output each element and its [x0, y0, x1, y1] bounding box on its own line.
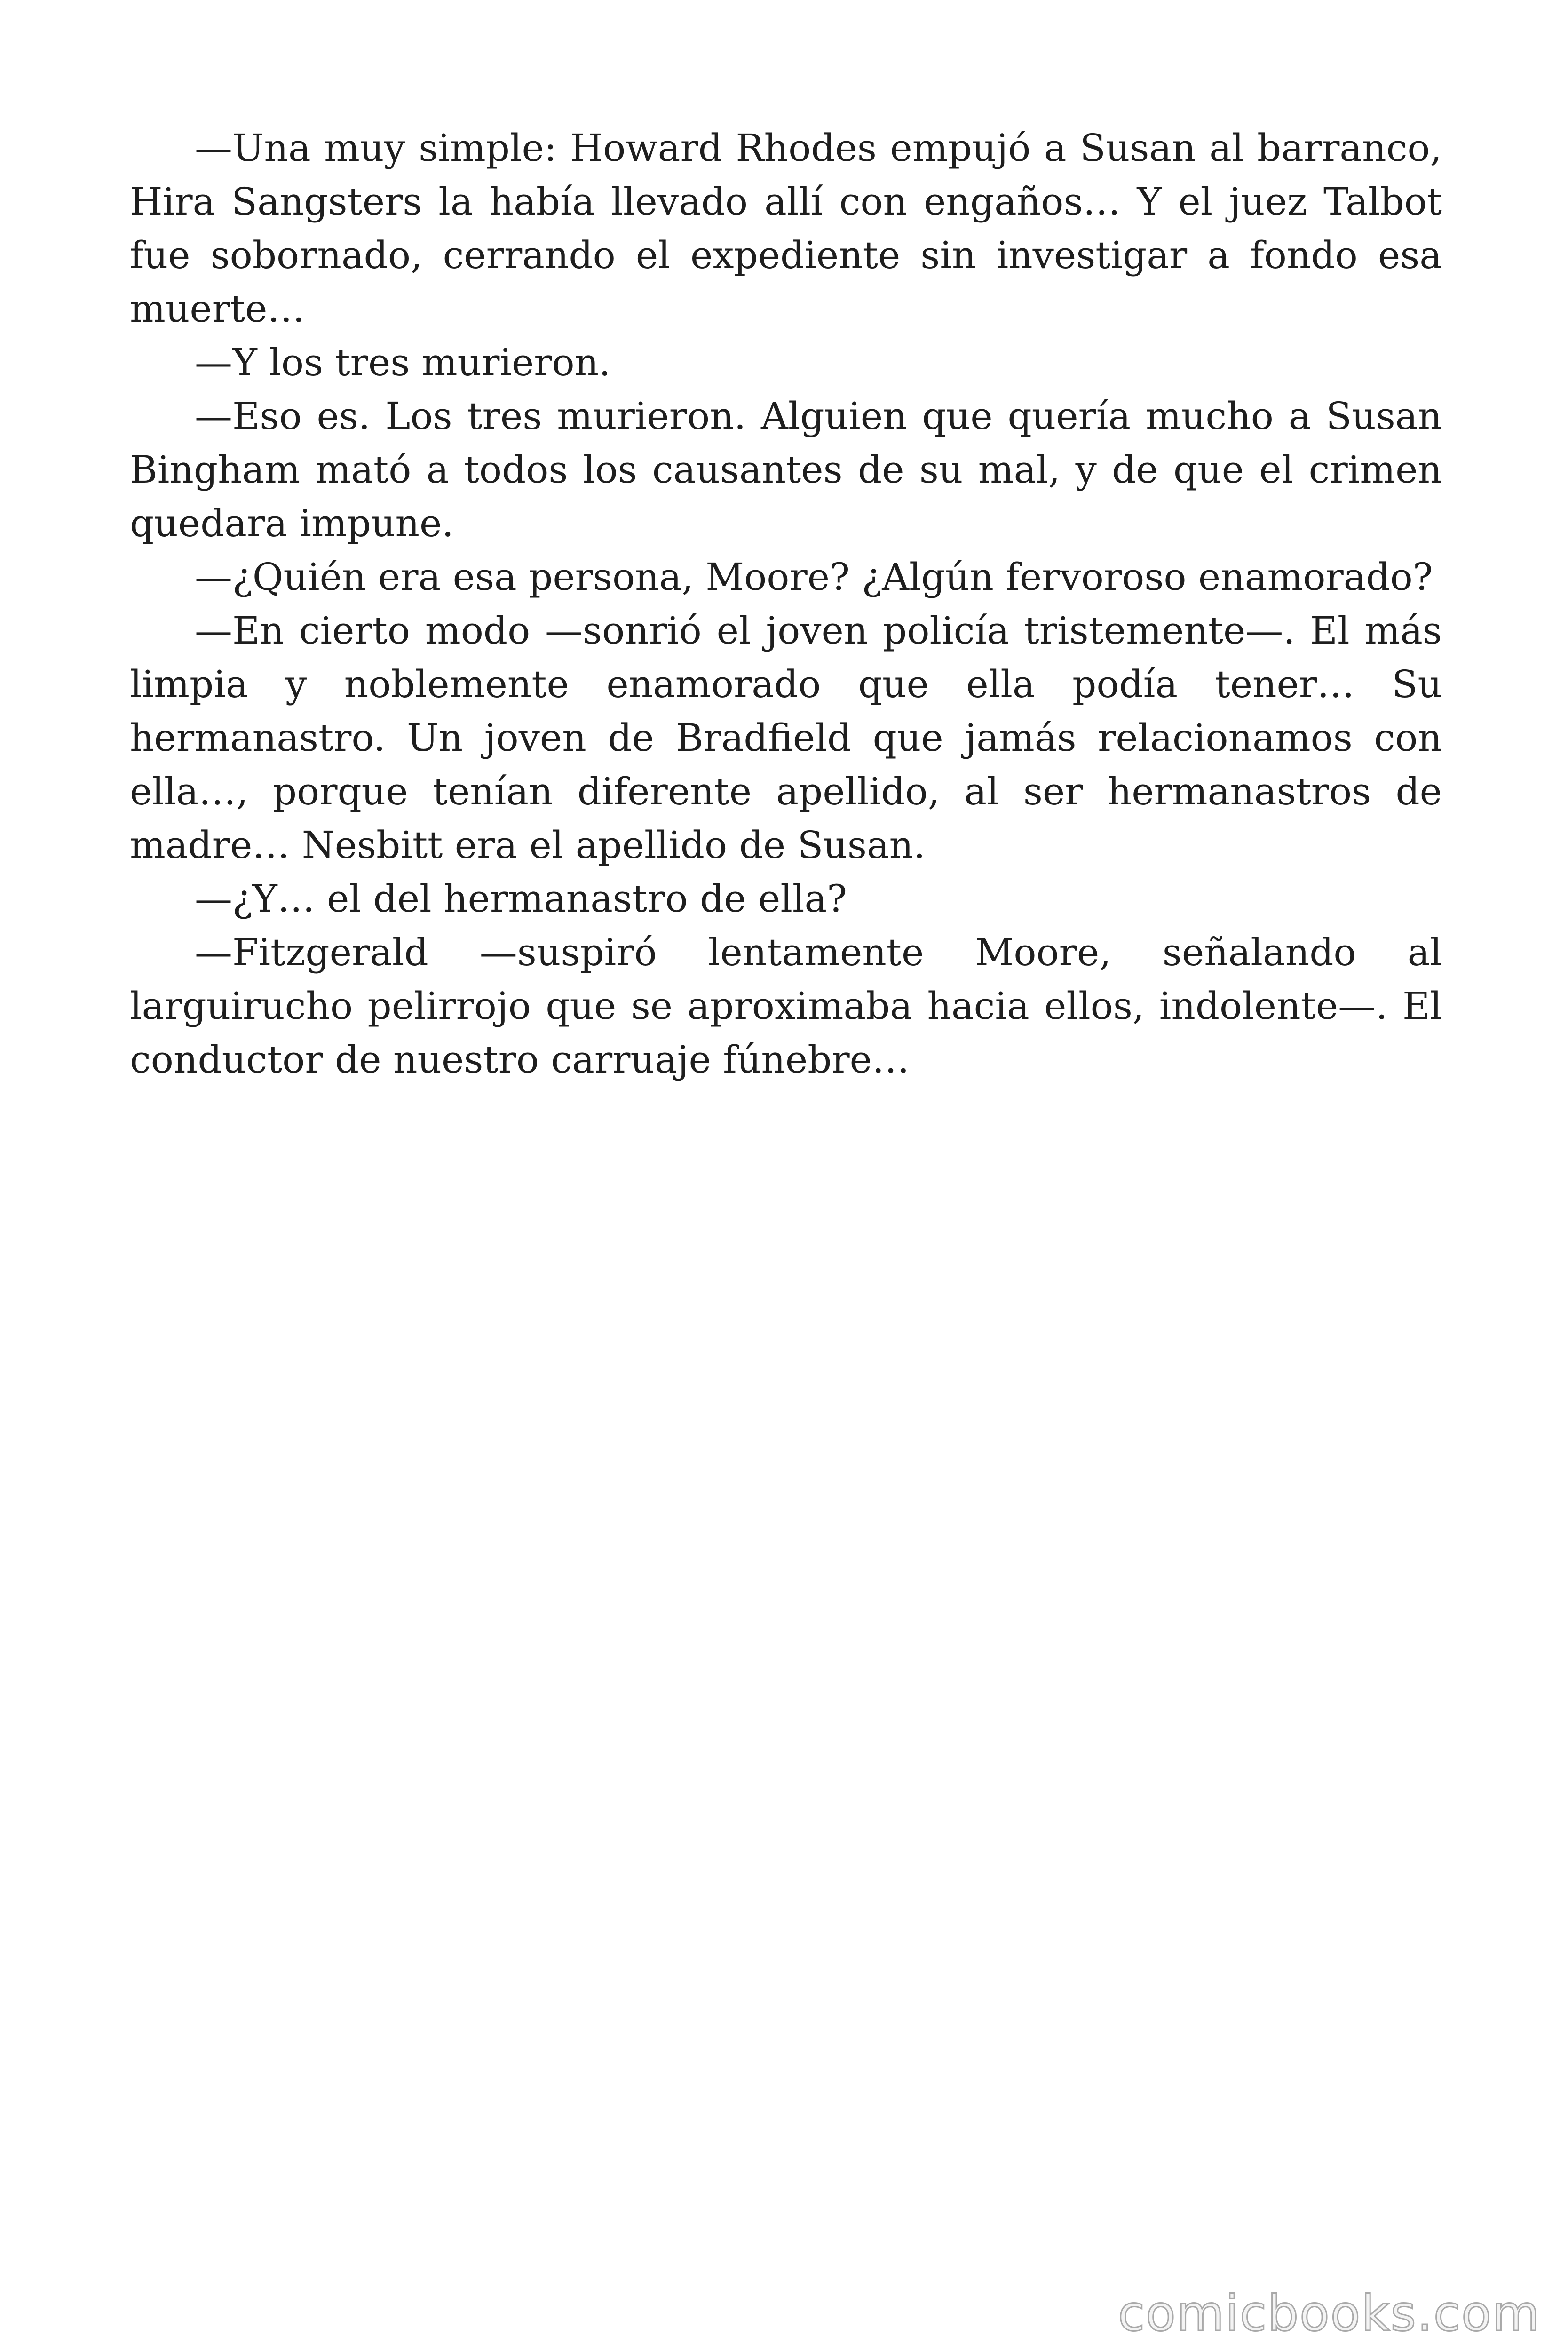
paragraph: —Fitzgerald —suspiró lentamente Moore, señalando al larguirucho pelirrojo que se aproximaba hacia ellos, indolente—. El conductor de nuestro carruaje fúnebre…: [130, 930, 1442, 1081]
watermark: comicbooks.com: [1117, 2285, 1541, 2342]
paragraph: —¿Quién era esa persona, Moore? ¿Algún fervoroso enamorado?: [195, 555, 1433, 599]
paragraph: —Una muy simple: Howard Rhodes empujó a Susan al barranco, Hira Sangsters la había llevado allí con engaños… Y el juez Talbot fue sobornado, cerrando el expediente sin investigar a fondo esa muerte…: [130, 126, 1442, 331]
paragraph: —¿Y… el del hermanastro de ella?: [195, 877, 847, 921]
paragraph: —Eso es. Los tres murieron. Alguien que quería mucho a Susan Bingham mató a todos los causantes de su mal, y de que el crimen quedara impune.: [130, 394, 1442, 545]
paragraph: —En cierto modo —sonrió el joven policía tristemente—. El más limpia y noblemente enamorado que ella podía tener… Su hermanastro. Un joven de Bradfield que jamás relacionamos con ella…, porque tenían diferente apellido, al ser hermanastros de madre… Nesbitt era el apellido de Susan.: [130, 609, 1442, 867]
body-text: [130, 121, 1442, 1087]
paragraph: —Y los tres murieron.: [195, 341, 611, 384]
